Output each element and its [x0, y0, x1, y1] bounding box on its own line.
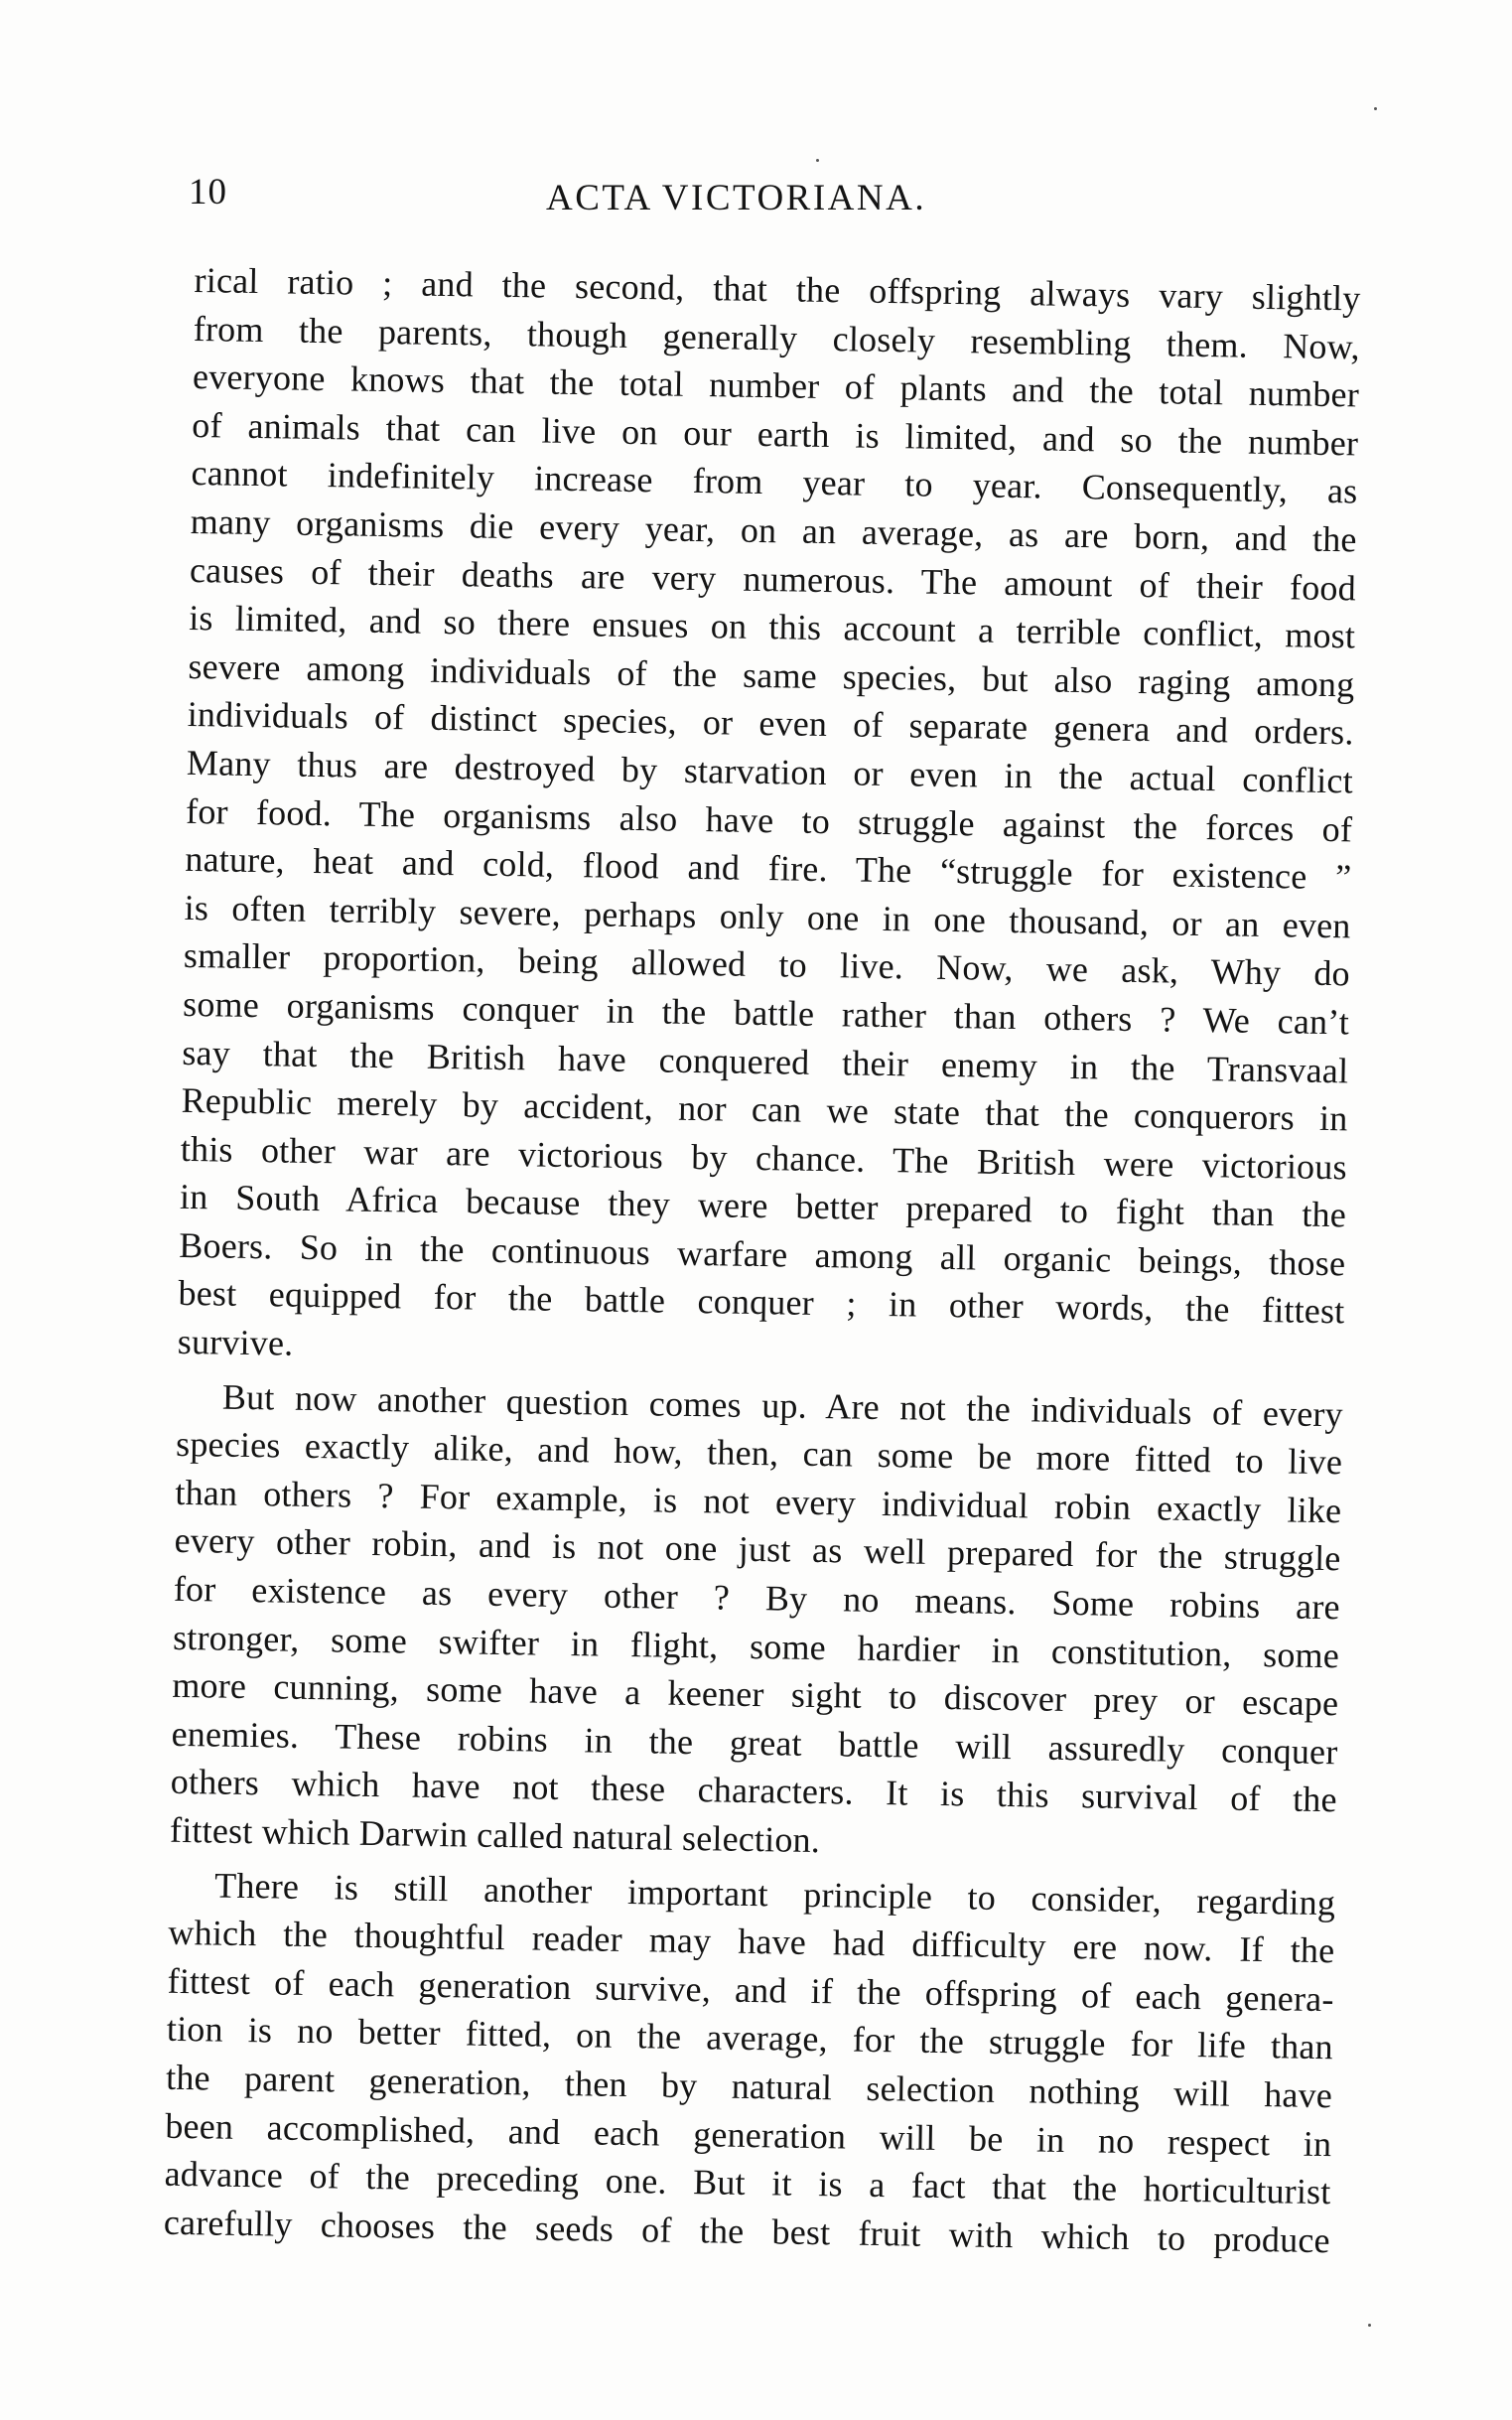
text-line: for food. The organisms also have to struggle against the forces of	[185, 790, 1353, 849]
text-line: which the thoughtful reader may have had difficulty ere now. If the	[168, 1912, 1335, 1971]
text-line: enemies. These robins in the great battle will assuredly conquer	[171, 1713, 1338, 1773]
text-line: species exactly alike, and how, then, can some be more fitted to live	[175, 1424, 1343, 1483]
text-line: cannot indefinitely increase from year to year. Consequently, as	[191, 453, 1358, 511]
text-line: everyone knows that the total number of plants and the total number	[192, 356, 1360, 415]
text-line: smaller proportion, being allowed to live. Now, we ask, Why do	[183, 935, 1351, 994]
page-header	[189, 171, 1360, 230]
text-line: carefully chooses the seeds of the best fruit with which to produce	[163, 2202, 1331, 2260]
text-line: Republic merely by accident, nor can we state that the conquerors in	[181, 1079, 1348, 1139]
text-line: of animals that can live on our earth is limited, and so the number	[192, 404, 1359, 464]
text-line: say that the British have conquered their enemy in the Transvaal	[182, 1032, 1349, 1090]
text-line: Boers. So in the continuous warfare among all organic beings, those	[179, 1224, 1346, 1284]
text-line: There is still another important principle to consider, regarding	[213, 1865, 1336, 1922]
text-line: in South Africa because they were better prepared to fight than the	[179, 1177, 1347, 1235]
text-line: for existence as every other ? By no means. Some robins are	[173, 1568, 1341, 1628]
text-line: tion is no better fitted, on the average, for the struggle for life than	[166, 2009, 1334, 2067]
text-line: stronger, some swifter in flight, some hardier in constitution, some	[172, 1617, 1340, 1675]
paragraph	[170, 1372, 1343, 1873]
running-title: ACTA VICTORIANA.	[546, 178, 927, 218]
text-line: severe among individuals of the same species, but also raging among	[188, 645, 1355, 705]
paper-speck	[1374, 107, 1377, 110]
text-line: individuals of distinct species, or even of separate genera and orders.	[187, 694, 1354, 753]
text-line: rical ratio ; and the second, that the offspring always vary slightly	[194, 259, 1361, 319]
text-line: nature, heat and cold, flood and fire. The “struggle for existence ”	[185, 839, 1352, 898]
text-line: causes of their deaths are very numerous. The amount of their food	[189, 549, 1357, 608]
text-line: best equipped for the battle conquer ; in other words, the fittest	[178, 1273, 1345, 1332]
text-line: been accomplished, and each generation will be in no respect in	[165, 2105, 1332, 2164]
text-line: fittest which Darwin called natural selection.	[169, 1809, 821, 1861]
text-line: from the parents, though generally closely resembling them. Now,	[193, 308, 1361, 367]
text-line: than others ? For example, is not every individual robin exactly like	[175, 1472, 1342, 1531]
text-line: this other war are victorious by chance. The British were victorious	[180, 1128, 1348, 1188]
page-number: 10	[189, 172, 227, 213]
text-line: advance of the preceding one. But it is a fact that the horticulturist	[164, 2153, 1331, 2212]
paragraph	[177, 256, 1360, 1384]
paper-speck	[1368, 2324, 1371, 2327]
text-line: some organisms conquer in the battle rather than others ? We can’t	[182, 983, 1350, 1043]
text-line: more cunning, some have a keener sight to discover prey or escape	[172, 1665, 1339, 1724]
text-line: others which have not these characters. It is this survival of the	[170, 1762, 1338, 1820]
text-line: fittest of each generation survive, and if the offspring of each genera-	[167, 1960, 1334, 2020]
paper-speck	[816, 159, 819, 162]
text-line: is often terribly severe, perhaps only one in one thousand, or an even	[184, 887, 1351, 946]
text-line: the parent generation, then by natural selection nothing will have	[165, 2057, 1333, 2116]
text-line: But now another question comes up. Are not the individuals of every	[221, 1376, 1344, 1434]
text-line: is limited, and so there ensues on this account a terrible conflict, most	[188, 598, 1356, 656]
text-line: many organisms die every year, on an average, as are born, and the	[190, 500, 1357, 560]
text-line: Many thus are destroyed by starvation or even in the actual conflict	[186, 742, 1354, 801]
text-line: survive.	[177, 1321, 294, 1363]
paragraph	[164, 1860, 1336, 2264]
text-line: every other robin, and is not one just as well prepared for the struggle	[174, 1520, 1341, 1579]
body-text	[164, 256, 1361, 2265]
